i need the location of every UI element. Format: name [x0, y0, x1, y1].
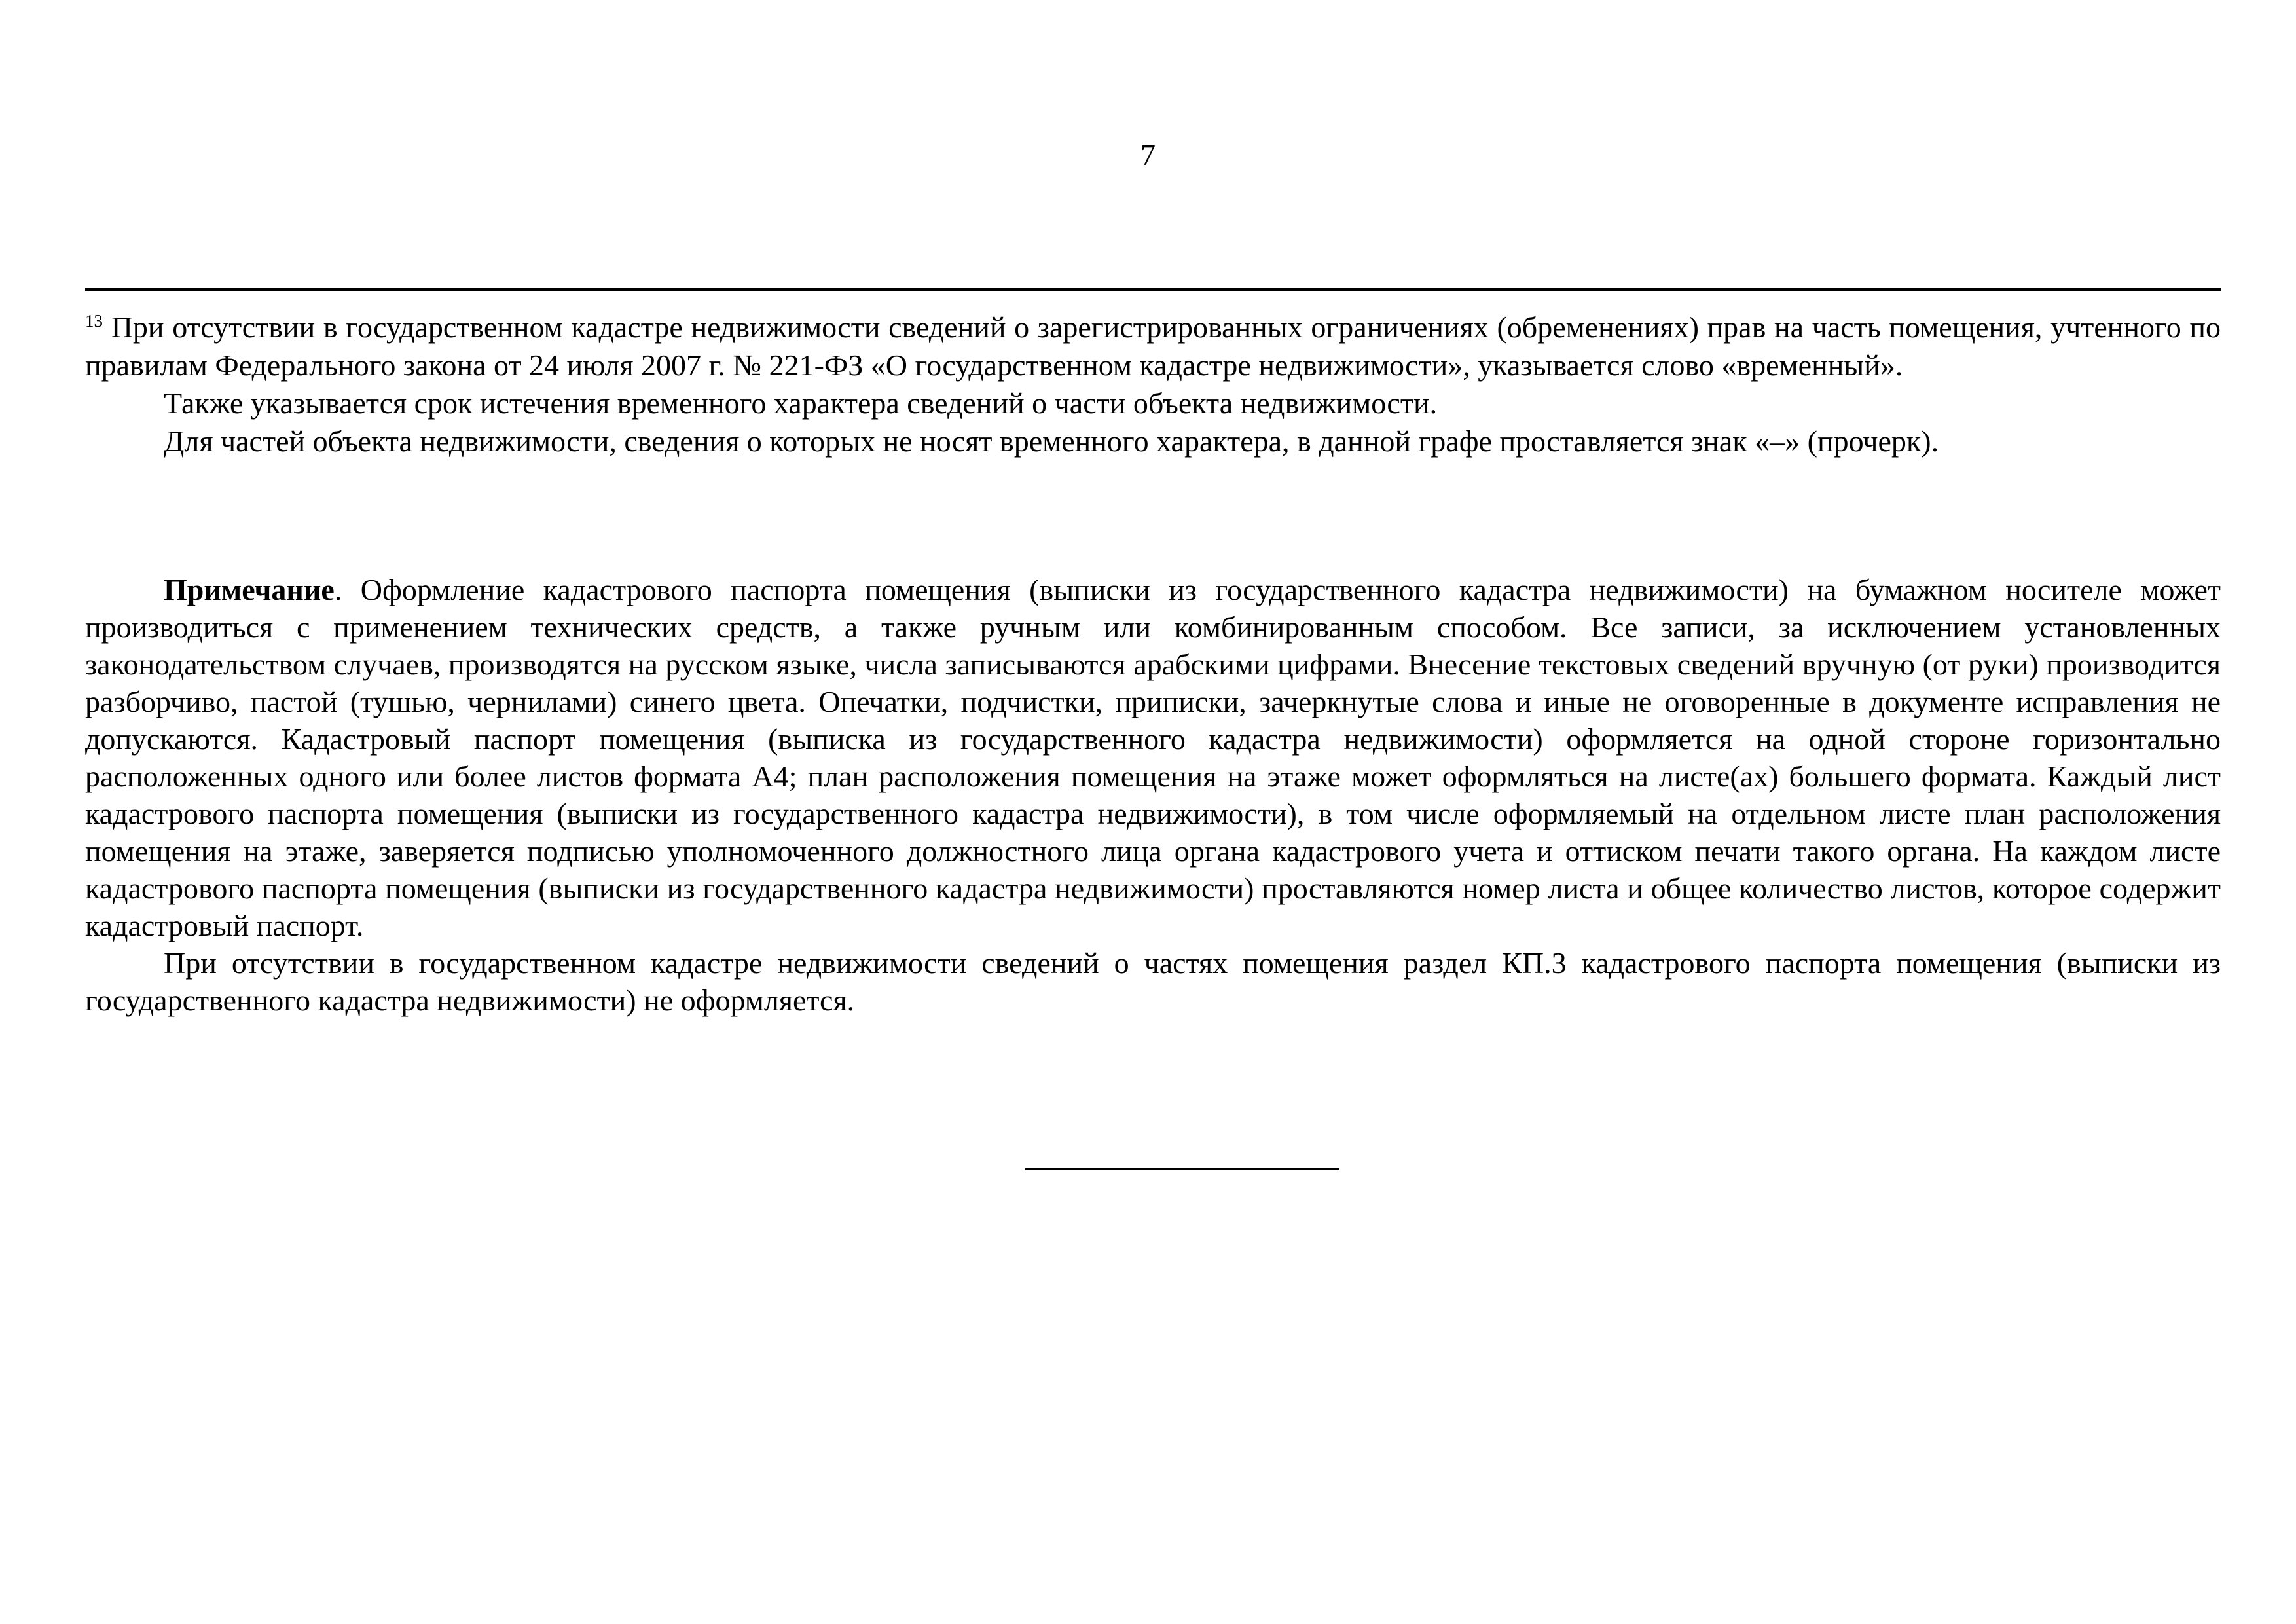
- footnote-section: [85, 308, 2221, 460]
- note-label: Примечание: [164, 573, 335, 606]
- footnote-separator: [85, 288, 2221, 291]
- end-separator: [1025, 1168, 1339, 1170]
- note-paragraph: [85, 571, 2221, 944]
- footnote-text: При отсутствии в государственном кадастре недвижимости сведений о зарегистрированных ограничениях (обременениях) прав на часть помещения, учтенного по правилам Федерального закона от 24 июля 2007 г. № 221-ФЗ «О государственном кадастре недвижимости», указывается слово «временный».: [85, 310, 2221, 382]
- footnote-marker: 13: [85, 311, 103, 331]
- footnote-paragraph-2: Также указывается срок истечения временного характера сведений о части объекта недвижимости.: [164, 386, 1438, 420]
- page-number: 7: [1140, 138, 1156, 172]
- note-paragraph-2: При отсутствии в государственном кадастре недвижимости сведений о частях помещения раздел КП.3 кадастрового паспорта помещения (выписки из государственного кадастра недвижимости) не оформляется.: [85, 946, 2221, 1017]
- note-text: . Оформление кадастрового паспорта помещения (выписки из государственного кадастра недвижимости) на бумажном носителе может производиться с применением технических средств, а также ручным или комбинированным способом. Все записи, за исключением установленных законодательством случаев, производятся на русском языке, числа записываются арабскими цифрами. Внесение текстовых сведений вручную (от руки) производится разборчиво, пастой (тушью, чернилами) синего цвета. Опечатки, подчистки, приписки, зачеркнутые слова и иные не оговоренные в документе исправления не допускаются. Кадастровый паспорт помещения (выписка из государственного кадастра недвижимости) оформляется на одной стороне горизонтально расположенных одного или более листов формата А4; план расположения помещения на этаже может оформляться на листе(ах) большего формата. Каждый лист кадастрового паспорта помещения (выписки из государственного кадастра недвижимости), в том числе оформляемый на отдельном листе план расположения помещения на этаже, заверяется подписью уполномоченного должностного лица органа кадастрового учета и оттиском печати такого органа. На каждом листе кадастрового паспорта помещения (выписки из государственного кадастра недвижимости) проставляются номер листа и общее количество листов, которое содержит кадастровый паспорт.: [85, 573, 2221, 942]
- footnote-paragraph: [85, 308, 2221, 384]
- footnote-paragraph-3: Для частей объекта недвижимости, сведения о которых не носят временного характера, в данной графе проставляется знак «–» (прочерк).: [164, 424, 1939, 458]
- note-section: [85, 571, 2221, 1019]
